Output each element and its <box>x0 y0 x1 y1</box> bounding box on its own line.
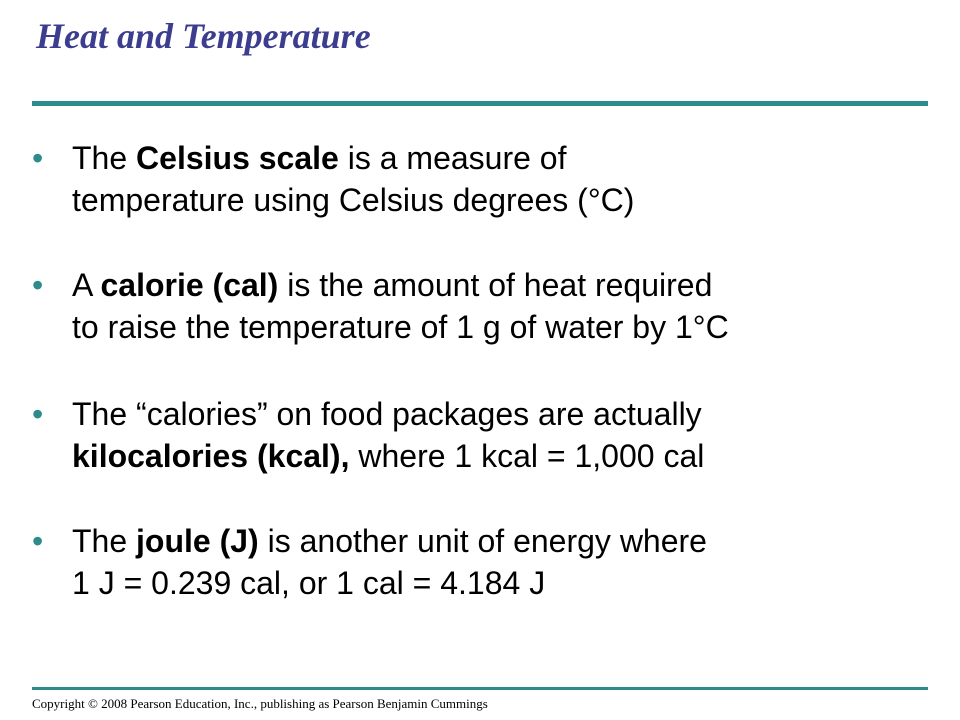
bold-term: joule (J) <box>136 523 259 559</box>
bullet-line <box>72 562 922 604</box>
text-run: to raise the temperature of 1 g of water by 1°C <box>72 309 729 345</box>
bullet-line <box>72 435 922 477</box>
bullet-text <box>72 520 922 604</box>
text-run: where 1 kcal = 1,000 cal <box>349 438 705 474</box>
bold-term: Celsius scale <box>136 140 339 176</box>
bold-term: calorie (cal) <box>100 267 279 303</box>
text-run: The “calories” on food packages are actually <box>72 396 702 432</box>
copyright-footer: Copyright © 2008 Pearson Education, Inc., publishing as Pearson Benjamin Cummings <box>32 696 488 711</box>
text-run: 1 J = 0.239 cal, or 1 cal = 4.184 J <box>72 565 546 601</box>
bullet-line <box>72 264 922 306</box>
title-divider <box>32 101 928 106</box>
bullet-icon: • <box>32 140 44 176</box>
bullet-icon: • <box>32 396 44 432</box>
bullet-line <box>72 520 922 562</box>
footer-divider <box>32 687 928 690</box>
bullet-icon: • <box>32 267 44 303</box>
bullet-icon: • <box>32 523 44 559</box>
text-run: is another unit of energy where <box>258 523 707 559</box>
text-run: is the amount of heat required <box>278 267 713 303</box>
bold-term: kilocalories (kcal), <box>72 438 350 474</box>
slide-title: Heat and Temperature <box>36 16 371 56</box>
text-run: The <box>72 523 137 559</box>
bullet-text <box>72 393 922 477</box>
bullet-line <box>72 179 922 221</box>
text-run: The <box>72 140 137 176</box>
bullet-line <box>72 306 922 348</box>
text-run: is a measure of <box>338 140 567 176</box>
bullet-text <box>72 137 922 221</box>
bullet-text <box>72 264 922 348</box>
bullet-line <box>72 393 922 435</box>
text-run: A <box>72 267 101 303</box>
bullet-line <box>72 137 922 179</box>
text-run: temperature using Celsius degrees (°C) <box>72 182 635 218</box>
